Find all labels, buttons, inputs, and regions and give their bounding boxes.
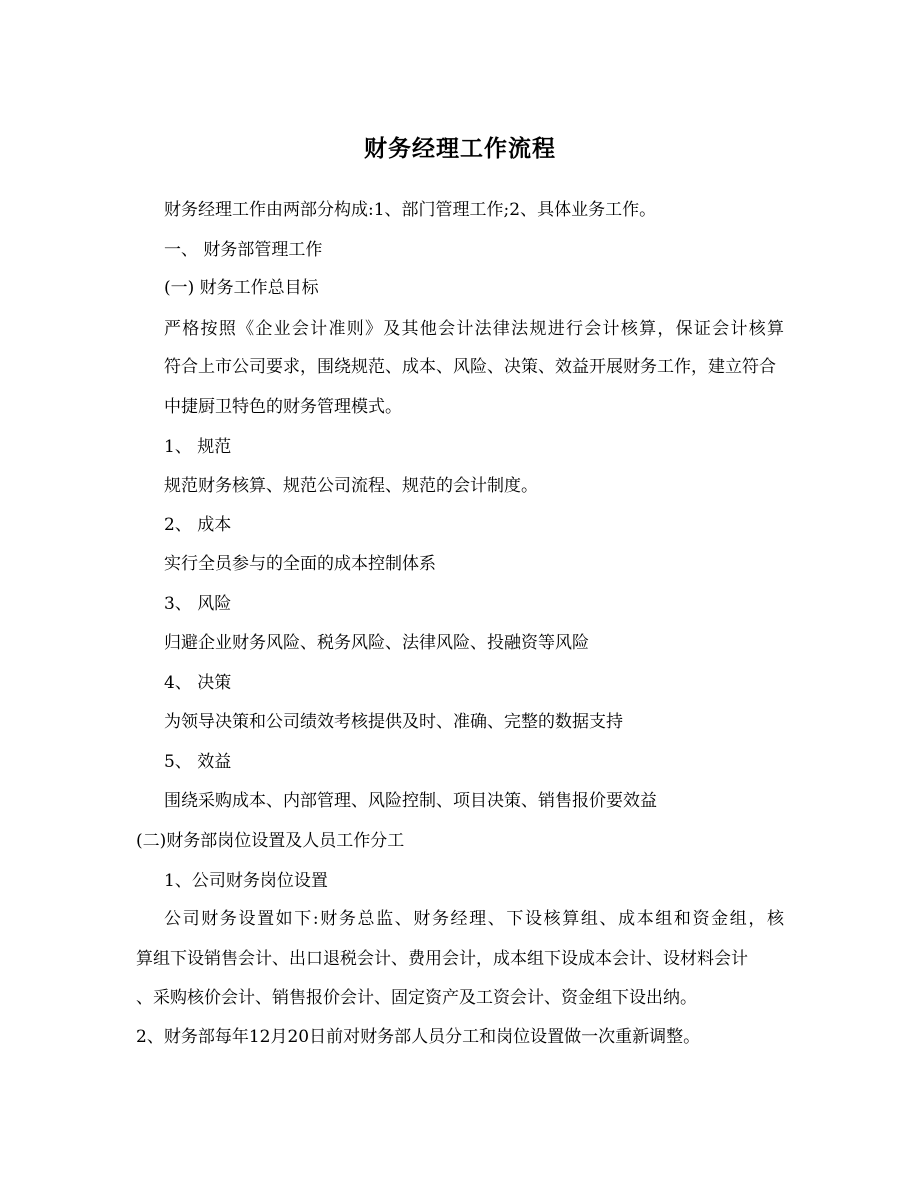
- position-paragraph-line-1: 公司财务设置如下:财务总监、财务经理、下设核算组、成本组和资金组，核: [164, 909, 784, 929]
- goal-paragraph-line-1: 严格按照《企业会计准则》及其他会计法律法规进行会计核算，保证会计核算: [164, 319, 784, 339]
- position-paragraph-line-3: 、采购核价会计、销售报价会计、固定资产及工资会计、资金组下设出纳。: [136, 988, 697, 1008]
- item-text-benefit: 围绕采购成本、内部管理、风险控制、项目决策、销售报价要效益: [164, 791, 657, 811]
- intro-paragraph: 财务经理工作由两部分构成:1、部门管理工作;2、具体业务工作。: [164, 200, 657, 220]
- subsection-heading-2: (二)财务部岗位设置及人员工作分工: [136, 831, 405, 851]
- adjustment-paragraph: 2、财务部每年12月20日前对财务部人员分工和岗位设置做一次重新调整。: [136, 1027, 701, 1047]
- item-text-risk: 归避企业财务风险、税务风险、法律风险、投融资等风险: [164, 633, 589, 653]
- goal-paragraph-line-2: 符合上市公司要求，围绕规范、成本、风险、决策、效益开展财务工作，建立符合: [164, 357, 776, 377]
- section-heading-1: 一、 财务部管理工作: [164, 240, 323, 260]
- item-heading-risk: 3、 风险: [164, 594, 232, 614]
- goal-paragraph-line-3: 中捷厨卫特色的财务管理模式。: [164, 397, 402, 417]
- item-text-decision: 为领导决策和公司绩效考核提供及时、准确、完整的数据支持: [164, 712, 623, 732]
- item-heading-benefit: 5、 效益: [164, 752, 232, 772]
- position-paragraph-line-2: 算组下设销售会计、出口退税会计、费用会计，成本组下设成本会计、设材料会计: [136, 949, 748, 969]
- position-heading: 1、公司财务岗位设置: [164, 871, 328, 891]
- item-heading-decision: 4、 决策: [164, 673, 232, 693]
- subsection-heading-1: (一) 财务工作总目标: [164, 278, 319, 298]
- item-heading-standard: 1、 规范: [164, 437, 232, 457]
- document-title: 财务经理工作流程: [364, 135, 556, 162]
- item-text-standard: 规范财务核算、规范公司流程、规范的会计制度。: [164, 476, 538, 496]
- item-text-cost: 实行全员参与的全面的成本控制体系: [164, 554, 436, 574]
- item-heading-cost: 2、 成本: [164, 515, 232, 535]
